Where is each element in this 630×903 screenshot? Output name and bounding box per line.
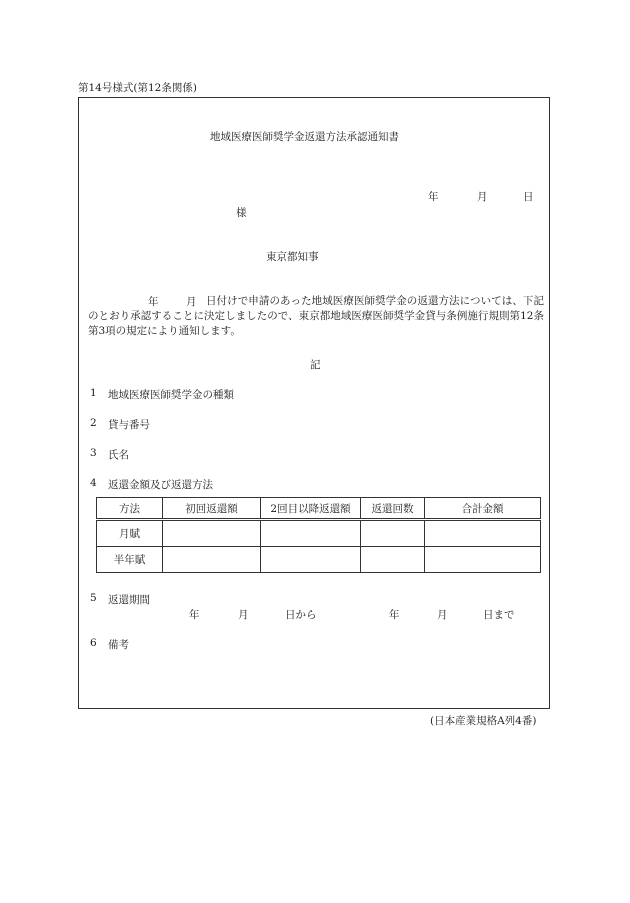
- issuer-name: 東京都知事: [266, 251, 319, 263]
- cell-first-amount: [163, 547, 261, 573]
- table-header-row: [97, 498, 541, 520]
- header-subsequent-amount: 2回目以降返還額: [261, 498, 361, 520]
- cell-total: [425, 547, 541, 573]
- item-2-label: 貸与番号: [108, 419, 150, 431]
- item-2-number: 2: [90, 417, 97, 429]
- body-month: 月: [186, 296, 197, 308]
- document-title: 地域医療医師奨学金返還方法承認通知書: [210, 131, 399, 143]
- item-1-number: 1: [90, 387, 97, 399]
- period-from-year: 年: [189, 609, 200, 621]
- row-method-monthly: 月賦: [97, 520, 163, 547]
- header-count: 返還回数: [361, 498, 425, 520]
- header-first-amount: 初回返還額: [163, 498, 261, 520]
- paper-size-note: (日本産業規格A列4番): [430, 715, 537, 727]
- item-6-label: 備考: [108, 639, 129, 651]
- item-3-number: 3: [90, 447, 97, 459]
- period-to-month: 月: [437, 609, 448, 621]
- cell-count: [361, 547, 425, 573]
- addressee-suffix: 様: [236, 207, 247, 219]
- ki-heading: 記: [310, 359, 321, 371]
- period-from-day: 日から: [285, 609, 317, 621]
- cell-total: [425, 520, 541, 547]
- item-5-number: 5: [90, 592, 97, 604]
- item-4-number: 4: [90, 477, 97, 489]
- date-month: 月: [477, 191, 488, 203]
- period-to-year: 年: [389, 609, 400, 621]
- body-text: [88, 294, 544, 339]
- item-5-label: 返還期間: [108, 594, 150, 606]
- header-total: 合計金額: [425, 498, 541, 520]
- item-1-label: 地域医療医師奨学金の種類: [108, 389, 234, 401]
- cell-subsequent-amount: [261, 520, 361, 547]
- item-6-number: 6: [90, 637, 97, 649]
- header-method: 方法: [97, 498, 163, 520]
- body-paragraph: 日付けで申請のあった地域医療医師奨学金の返還方法については、下記のとおり承認することに決定しましたので、東京都地域医療医師奨学金貸与条例施行規則第12条第3項の規定により通知します。: [88, 295, 544, 337]
- item-4-label: 返還金額及び返還方法: [108, 479, 213, 491]
- date-day: 日: [523, 191, 534, 203]
- row-method-semiannual: 半年賦: [97, 547, 163, 573]
- form-number: 第14号様式(第12条関係): [78, 82, 197, 94]
- table-row: [97, 520, 541, 547]
- item-3-label: 氏名: [108, 449, 129, 461]
- cell-first-amount: [163, 520, 261, 547]
- repayment-table: [96, 497, 541, 573]
- period-from-month: 月: [238, 609, 249, 621]
- cell-count: [361, 520, 425, 547]
- period-to-day: 日まで: [483, 609, 515, 621]
- table-row: [97, 547, 541, 573]
- body-year: 年: [148, 296, 159, 308]
- date-year: 年: [428, 191, 439, 203]
- cell-subsequent-amount: [261, 547, 361, 573]
